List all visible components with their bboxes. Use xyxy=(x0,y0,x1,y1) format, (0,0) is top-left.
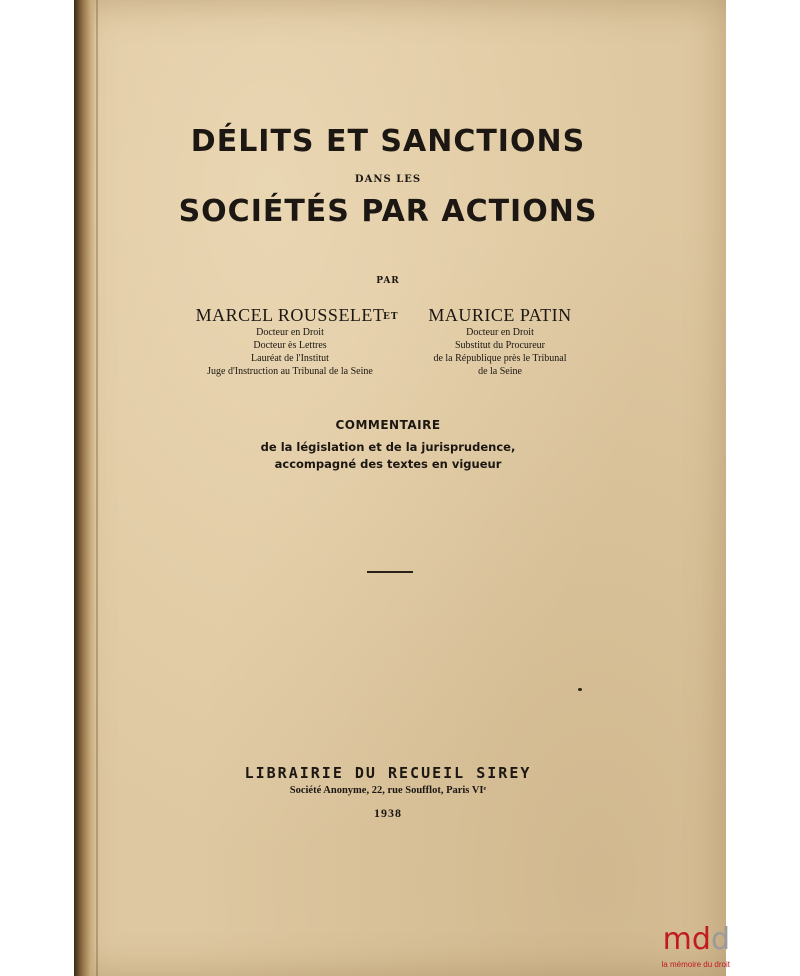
commentary-heading: COMMENTAIRE xyxy=(335,418,441,432)
publisher-name: LIBRAIRIE DU RECUEIL SIREY xyxy=(244,764,532,782)
logo-tagline: la mémoire du droit xyxy=(661,960,730,969)
author-left xyxy=(190,305,390,378)
title-line-1: DÉLITS ET SANCTIONS xyxy=(190,124,586,159)
author-credential: Substitut du Procureur xyxy=(455,340,545,351)
publisher-address: Société Anonyme, 22, rue Soufflot, Paris VIᵉ xyxy=(289,785,487,796)
paper-speck xyxy=(578,688,582,691)
author-name: MAURICE PATIN xyxy=(428,305,572,325)
author-credential: de la Seine xyxy=(478,366,522,377)
divider-rule xyxy=(367,571,413,573)
by-label: PAR xyxy=(376,276,400,286)
author-credential: Docteur ès Lettres xyxy=(253,340,327,351)
author-credential: Lauréat de l'Institut xyxy=(251,353,329,364)
logo-m: m xyxy=(662,922,692,957)
title-connector: DANS LES xyxy=(354,174,422,185)
conjunction: ET xyxy=(383,312,399,322)
logo-d2: d xyxy=(710,922,730,957)
author-credential: de la République près le Tribunal xyxy=(433,353,567,364)
author-credential: Docteur en Droit xyxy=(256,327,324,338)
logo-d1: d xyxy=(691,922,711,957)
commentary-line: accompagné des textes en vigueur xyxy=(274,457,502,471)
book-spine xyxy=(74,0,96,976)
logo-letters xyxy=(650,923,730,957)
mdd-watermark-logo xyxy=(650,923,730,976)
author-credential: Docteur en Droit xyxy=(466,327,534,338)
author-right xyxy=(405,305,595,378)
commentary-line: de la législation et de la jurisprudence, xyxy=(260,440,516,454)
publication-year: 1938 xyxy=(374,806,402,820)
author-credential: Juge d'Instruction au Tribunal de la Seine xyxy=(207,366,373,377)
title-line-2: SOCIÉTÉS PAR ACTIONS xyxy=(178,194,598,229)
author-name: MARCEL ROUSSELET xyxy=(195,305,385,325)
